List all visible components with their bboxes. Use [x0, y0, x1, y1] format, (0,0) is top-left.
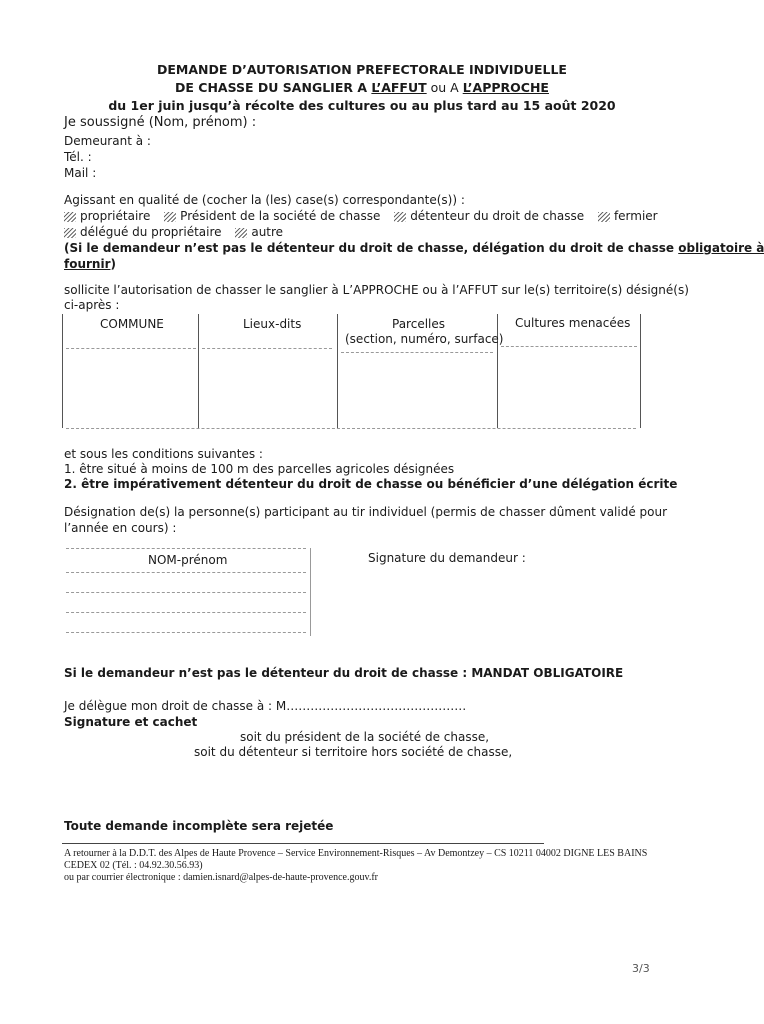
checkbox-fermier[interactable] [598, 212, 610, 222]
footer-line1: A retourner à la D.D.T. des Alpes de Haute Provence – Service Environnement-Risques – Av Demontzey – CS 10211 04002 DIGNE LES BAINS [64, 848, 648, 859]
title-affut: L’AFFUT [371, 80, 427, 95]
title-ou: ou A [426, 80, 463, 95]
delegue-line: Je délègue mon droit de chasse à : M……………………………………… [64, 699, 467, 713]
option-proprietaire: propriétaire [80, 209, 151, 223]
tel-label: Tél. : [64, 150, 92, 164]
mail-label: Mail : [64, 166, 97, 180]
table-header-commune: COMMUNE [100, 317, 164, 331]
sollicite-line2: ci-après : [64, 298, 120, 312]
doc-title-line2 [0, 80, 724, 95]
page-number: 3/3 [632, 962, 650, 975]
sollicite-line1: sollicite l’autorisation de chasser le sanglier à L’APPROCHE ou à l’AFFUT sur le(s) territoire(s) désigné(s) [64, 283, 689, 297]
warning-obligatoire: obligatoire à [678, 241, 764, 255]
designation-line1: Désignation de(s) la personne(s) participant au tir individuel (permis de chasser dûment validé pour [64, 505, 668, 519]
nom-prenom-header: NOM-prénom [148, 553, 228, 567]
option-autre: autre [251, 225, 284, 239]
demeurant-label: Demeurant à : [64, 134, 151, 148]
checkbox-proprietaire[interactable] [64, 212, 76, 222]
signature-cachet-label: Signature et cachet [64, 715, 198, 729]
doc-title-line1: DEMANDE D’AUTORISATION PREFECTORALE INDIVIDUELLE [157, 62, 567, 77]
checkbox-detenteur[interactable] [394, 212, 406, 222]
option-detenteur: détenteur du droit de chasse [410, 209, 585, 223]
qualite-options-row2 [64, 225, 283, 239]
option-delegue: délégué du propriétaire [80, 225, 222, 239]
checkbox-autre[interactable] [235, 228, 247, 238]
table-header-parcelles: Parcelles [392, 317, 446, 331]
condition-1: 1. être situé à moins de 100 m des parcelles agricoles désignées [64, 462, 455, 476]
warning-text: (Si le demandeur n’est pas le détenteur du droit de chasse, délégation du droit de chasse [64, 241, 679, 255]
table-header-cultures: Cultures menacées [515, 316, 631, 330]
option-fermier: fermier [613, 209, 658, 223]
title-approche: L’APPROCHE [462, 80, 549, 95]
rejet-notice: Toute demande incomplète sera rejetée [64, 819, 334, 833]
soit-president: soit du président de la société de chasse, [240, 730, 490, 744]
footer-divider [62, 843, 544, 844]
checkbox-president[interactable] [164, 212, 176, 222]
qualite-options-row1 [64, 209, 658, 223]
delegation-warning-line2 [64, 257, 116, 271]
footer-line2: CEDEX 02 (Tél. : 04.92.30.56.93) [64, 860, 203, 871]
mandat-heading: Si le demandeur n’est pas le détenteur du droit de chasse : MANDAT OBLIGATOIRE [64, 666, 624, 680]
warning-end: ) [110, 257, 116, 271]
footer-line3: ou par courrier électronique : damien.isnard@alpes-de-haute-provence.gouv.fr [64, 872, 378, 883]
qualite-intro: Agissant en qualité de (cocher la (les) case(s) correspondante(s)) : [64, 193, 465, 207]
option-president: Président de la société de chasse [180, 209, 381, 223]
designation-line2: l’année en cours) : [64, 521, 177, 535]
soit-detenteur: soit du détenteur si territoire hors société de chasse, [194, 745, 513, 759]
warning-fournir: fournir [64, 257, 111, 271]
table-subheader-parcelles: (section, numéro, surface) [345, 332, 504, 346]
doc-title-line3: du 1er juin jusqu’à récolte des cultures ou au plus tard au 15 août 2020 [108, 98, 616, 113]
soussigne-label: Je soussigné (Nom, prénom) : [64, 115, 257, 130]
table-header-lieux-dits: Lieux-dits [243, 317, 302, 331]
title-part-a: DE CHASSE DU SANGLIER A [175, 80, 372, 95]
condition-2: 2. être impérativement détenteur du droit de chasse ou bénéficier d’une délégation écrite [64, 477, 678, 491]
checkbox-delegue[interactable] [64, 228, 76, 238]
conditions-intro: et sous les conditions suivantes : [64, 447, 263, 461]
signature-demandeur-label: Signature du demandeur : [368, 551, 526, 565]
delegation-warning [64, 241, 764, 255]
